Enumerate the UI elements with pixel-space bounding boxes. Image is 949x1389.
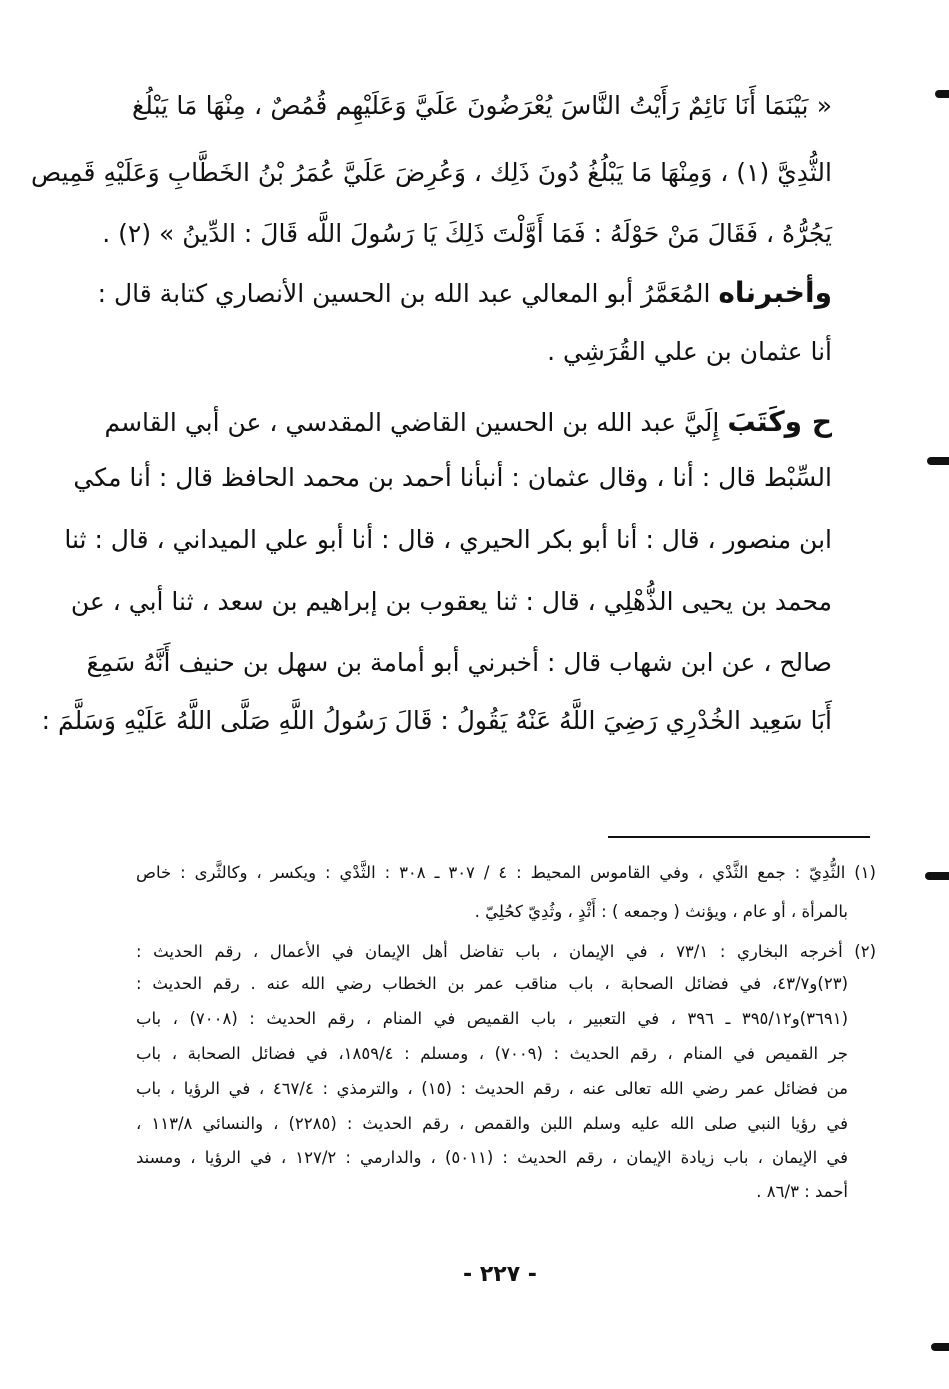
- main-line: أنا عثمان بن علي القُرَشِي .: [547, 337, 832, 366]
- lead-word: وأخبرناه: [718, 276, 832, 309]
- footnote-line: من فضائل عمر رضي الله تعالى عنه ، رقم الحديث : (١٥) ، والترمذي : ٤٦٧/٤ ، في الرؤيا ، باب: [136, 1079, 848, 1098]
- main-line: « بَيْنَمَا أَنَا نَائِمٌ رَأَيْتُ النَّاسَ يُعْرَضُونَ عَلَيَّ وَعَلَيْهِم قُمُصٌ ، مِنْهَا مَا يَبْلُغ: [132, 91, 832, 120]
- footnote-line: بالمرأة ، أو عام ، ويؤنث ( وجمعه ) : أَثْدٍ ، وثُدِيّ كحُلِيّ .: [474, 902, 848, 921]
- footnote-separator: [608, 836, 870, 838]
- footnote-line: (٣٦٩١)و٣٩٥/١٢ ـ ٣٩٦ ، في التعبير ، باب القميص في المنام ، رقم الحديث : (٧٠٠٨) ، باب: [136, 1009, 848, 1028]
- lead-word: ح وكَتَبَ: [727, 405, 832, 438]
- main-line: ح وكَتَبَ إِلَيَّ عبد الله بن الحسين القاضي المقدسي ، عن أبي القاسم: [104, 405, 832, 438]
- scan-edge-mark: [931, 1343, 949, 1351]
- footnote-line: جر القميص في المنام ، رقم الحديث : (٧٠٠٩) ، ومسلم : ١٨٥٩/٤، في فضائل الصحابة ، باب: [136, 1044, 848, 1063]
- scan-edge-mark: [925, 872, 949, 880]
- scan-edge-mark: [927, 457, 949, 465]
- main-line: صالح ، عن ابن شهاب قال : أخبرني أبو أمامة بن سهل بن حنيف أَنَّهُ سَمِعَ: [86, 648, 832, 677]
- main-line: يَجُرُّهُ ، فَقَالَ مَنْ حَوْلَهُ : فَمَا أَوَّلْتَ ذَلِكَ يَا رَسُولَ اللَّه قَالَ : الدِّينُ » (٢) .: [102, 219, 832, 248]
- footnote-line: (٢) أخرجه البخاري : ٧٣/١ ، في الإيمان ، باب تفاضل أهل الإيمان في الأعمال ، رقم الحديث :: [136, 942, 876, 961]
- footnote-line: في الإيمان ، باب زيادة الإيمان ، رقم الحديث : (٥٠١١) ، والدارمي : ١٢٧/٢ ، في الرؤيا ، ومسند: [136, 1148, 849, 1167]
- footnote-line: (١) الثُّدِيّ : جمع الثَّدْي ، وفي القاموس المحيط : ٤ / ٣٠٧ ـ ٣٠٨ : الثَّدْي : ويكسر ، وكالثَّرى : خاص: [136, 863, 876, 882]
- main-line: محمد بن يحيى الذُّهْلِي ، قال : ثنا يعقوب بن إبراهيم بن سعد ، ثنا أبي ، عن: [70, 587, 832, 616]
- main-line: ابن منصور ، قال : أنا أبو بكر الحيري ، قال : أنا أبو علي الميداني ، قال : ثنا: [64, 525, 832, 554]
- footnote-line: في رؤيا النبي صلى الله عليه وسلم اللبن والقمص ، رقم الحديث : (٢٢٨٥) ، والنسائي ١١٣/٨ ،: [136, 1114, 848, 1133]
- main-line: وأخبرناه المُعَمَّرُ أبو المعالي عبد الله بن الحسين الأنصاري كتابة قال :: [97, 276, 832, 309]
- page-number: - ٢٢٧ -: [463, 1262, 537, 1287]
- scan-edge-mark: [935, 90, 949, 98]
- main-line: أَبَا سَعِيد الخُدْرِي رَضِيَ اللَّهُ عَنْهُ يَقُولُ : قَالَ رَسُولُ اللَّهِ صَلَّى اللَّهُ عَلَيْهِ وَسَلَّمَ :: [41, 706, 832, 735]
- footnote-line: أحمد : ٨٦/٣ .: [756, 1182, 848, 1201]
- footnote-line: (٢٣)و٤٣/٧، في فضائل الصحابة ، باب مناقب عمر بن الخطاب رضي الله عنه . رقم الحديث :: [136, 974, 848, 993]
- main-line: الثُّدِيَّ (١) ، وَمِنْهَا مَا يَبْلُغُ دُونَ ذَلِك ، وَعُرِضَ عَلَيَّ عُمَرُ بْنُ الخَطَّابِ وَعَلَيْهِ قَمِيص: [30, 158, 832, 187]
- main-line: السِّبْط قال : أنا ، وقال عثمان : أنبأنا أحمد بن محمد الحافظ قال : أنا مكي: [73, 463, 832, 492]
